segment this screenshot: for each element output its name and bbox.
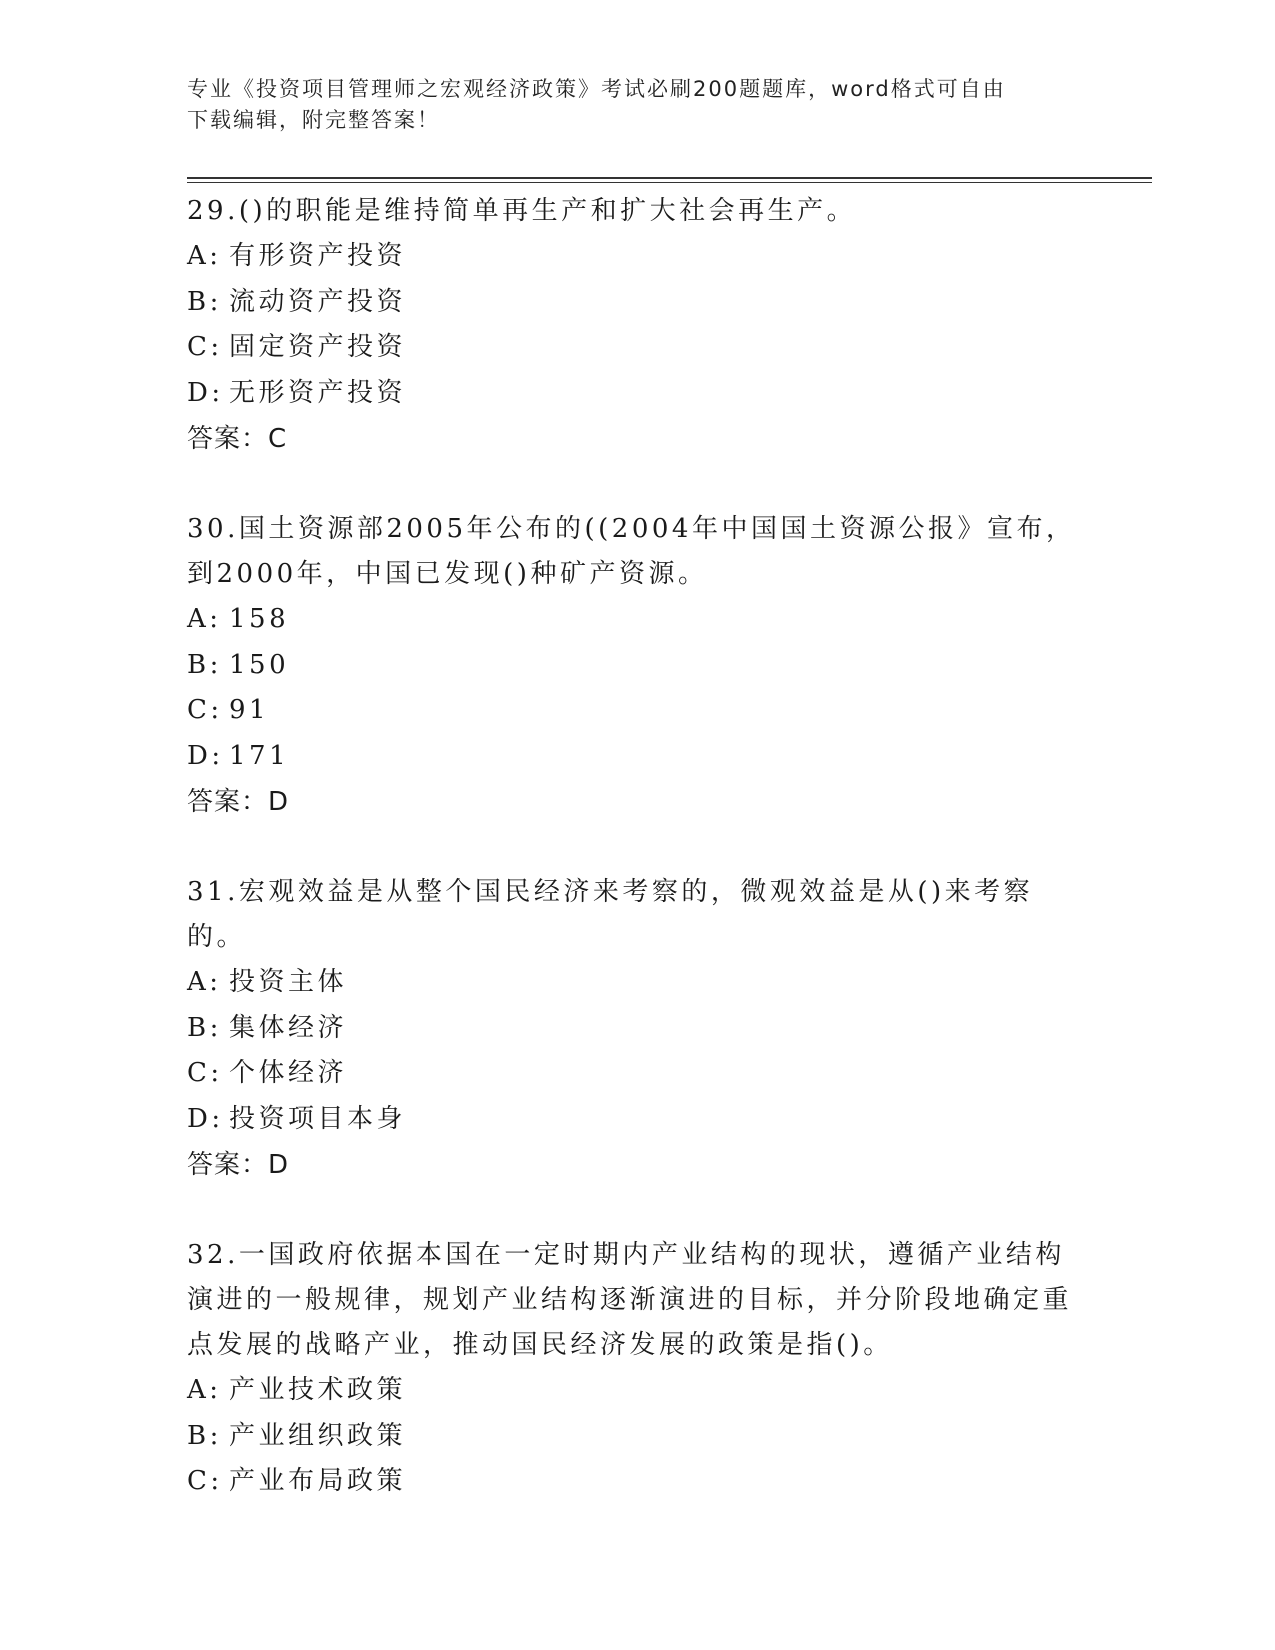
option-text: 产业组织政策 [229, 1420, 407, 1451]
option-letter: A: [187, 241, 222, 271]
header-divider-thick [187, 177, 1152, 179]
question-list [187, 189, 1087, 1550]
option-a [187, 597, 1087, 643]
option-letter: D: [187, 740, 224, 771]
option-b [187, 1006, 1087, 1052]
option-b [187, 1414, 1087, 1460]
option-c [187, 1459, 1087, 1505]
option-text: 流动资产投资 [229, 286, 407, 317]
option-letter: A: [187, 1375, 222, 1405]
option-text: 91 [229, 695, 270, 725]
option-letter: C: [187, 1058, 223, 1088]
option-d [187, 734, 1087, 780]
answer-label: 答案：C [187, 424, 288, 454]
option-text: 产业布局政策 [229, 1466, 407, 1496]
option-text: 有形资产投资 [229, 241, 407, 271]
option-letter: B: [187, 1420, 222, 1451]
option-letter: C: [187, 695, 223, 725]
option-d [187, 1097, 1087, 1143]
option-letter: D: [187, 1103, 224, 1134]
option-text: 集体经济 [229, 1012, 348, 1043]
option-letter: B: [187, 1012, 222, 1043]
option-d [187, 371, 1087, 417]
header-divider-thin [187, 182, 1152, 183]
question-29 [187, 189, 1087, 462]
header-line-2: 下载编辑，附完整答案！ [187, 108, 440, 132]
option-text: 171 [229, 740, 290, 771]
question-text: 31.宏观效益是从整个国民经济来考察的，微观效益是从()来考察的。 [187, 877, 1034, 952]
option-b [187, 280, 1087, 326]
question-text: 29.()的职能是维持简单再生产和扩大社会再生产。 [187, 196, 857, 226]
answer-label: 答案：D [187, 787, 290, 817]
document-header [187, 74, 1067, 136]
question-text: 30.国土资源部2005年公布的((2004年中国国土资源公报》宣布，到2000年，中国已发现()种矿产资源。 [187, 514, 1076, 589]
option-letter: D: [187, 377, 224, 408]
option-text: 投资主体 [229, 967, 348, 997]
option-letter: A: [187, 604, 222, 634]
option-text: 150 [229, 649, 290, 680]
option-letter: C: [187, 332, 223, 362]
option-c [187, 1051, 1087, 1097]
option-b [187, 643, 1087, 689]
option-text: 158 [229, 604, 290, 634]
option-text: 个体经济 [229, 1058, 348, 1088]
option-c [187, 325, 1087, 371]
option-a [187, 960, 1087, 1006]
question-32 [187, 1233, 1087, 1505]
option-text: 投资项目本身 [229, 1103, 407, 1134]
header-line-1: 专业《投资项目管理师之宏观经济政策》考试必刷200题题库，word格式可自由 [187, 77, 1006, 101]
option-letter: A: [187, 967, 222, 997]
option-c [187, 688, 1087, 734]
answer-label: 答案：D [187, 1150, 290, 1180]
option-text: 固定资产投资 [229, 332, 407, 362]
option-text: 产业技术政策 [229, 1375, 407, 1405]
option-letter: B: [187, 649, 222, 680]
option-text: 无形资产投资 [229, 377, 407, 408]
option-a [187, 1368, 1087, 1414]
option-letter: C: [187, 1466, 223, 1496]
option-a [187, 234, 1087, 280]
option-letter: B: [187, 286, 222, 317]
question-text: 32.一国政府依据本国在一定时期内产业结构的现状，遵循产业结构演进的一般规律，规划产业结构逐渐演进的目标，并分阶段地确定重点发展的战略产业，推动国民经济发展的政策是指()。 [187, 1240, 1073, 1360]
question-31 [187, 870, 1087, 1188]
question-30 [187, 507, 1087, 825]
